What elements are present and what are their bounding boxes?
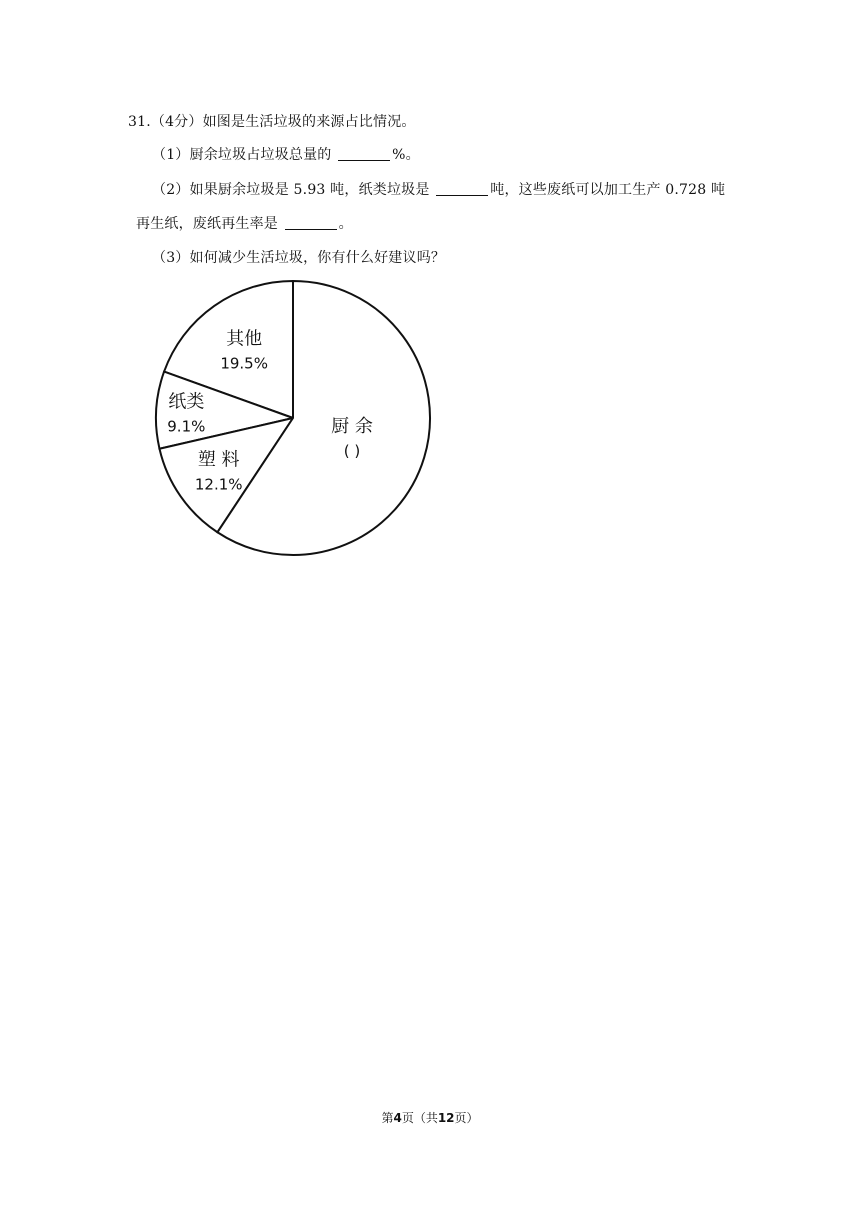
sub-question-2-line2 (136, 214, 353, 234)
pie-value-kitchen: ( ) (343, 441, 361, 460)
footer-middle: 页（共 (401, 1111, 438, 1125)
pie-value-plastic: 12.1% (194, 475, 243, 494)
question-stem: 如图是生活垃圾的来源占比情况。 (202, 114, 416, 130)
answer-blank-3 (285, 215, 337, 230)
sub1-prefix: （1）厨余垃圾占垃圾总量的 (152, 147, 332, 163)
pie-label-plastic: 塑 料 (197, 449, 240, 471)
sub-question-3: （3）如何减少生活垃圾，你有什么好建议吗？ (152, 250, 446, 266)
sub2-middle: 吨，这些废纸可以加工生产 0.728 吨 (490, 182, 726, 198)
question-score: （4分） (150, 114, 203, 130)
footer-prefix: 第 (381, 1111, 394, 1125)
sub2-line2-suffix: 。 (338, 216, 353, 232)
sub1-suffix: %。 (392, 147, 420, 163)
sub2-line2-prefix: 再生纸，废纸再生率是 (136, 216, 278, 232)
pie-chart (148, 276, 438, 566)
footer-total-pages: 12 (437, 1111, 455, 1125)
answer-blank-1 (338, 146, 390, 161)
pie-value-paper: 9.1% (167, 417, 206, 436)
sub2-prefix: （2）如果厨余垃圾是 5.93 吨，纸类垃圾是 (152, 182, 430, 198)
sub-question-1 (152, 145, 420, 165)
page-footer (0, 1110, 860, 1126)
pie-value-other: 19.5% (220, 354, 268, 373)
footer-suffix: 页） (454, 1111, 479, 1125)
pie-label-kitchen: 厨 余 (331, 415, 373, 437)
question-number: 31. (128, 114, 151, 130)
sub-question-2 (152, 180, 725, 200)
footer-page-number: 4 (393, 1111, 402, 1125)
question-title (128, 112, 416, 132)
pie-label-paper: 纸类 (168, 391, 205, 413)
answer-blank-2 (436, 181, 488, 196)
pie-label-other: 其他 (226, 328, 263, 350)
